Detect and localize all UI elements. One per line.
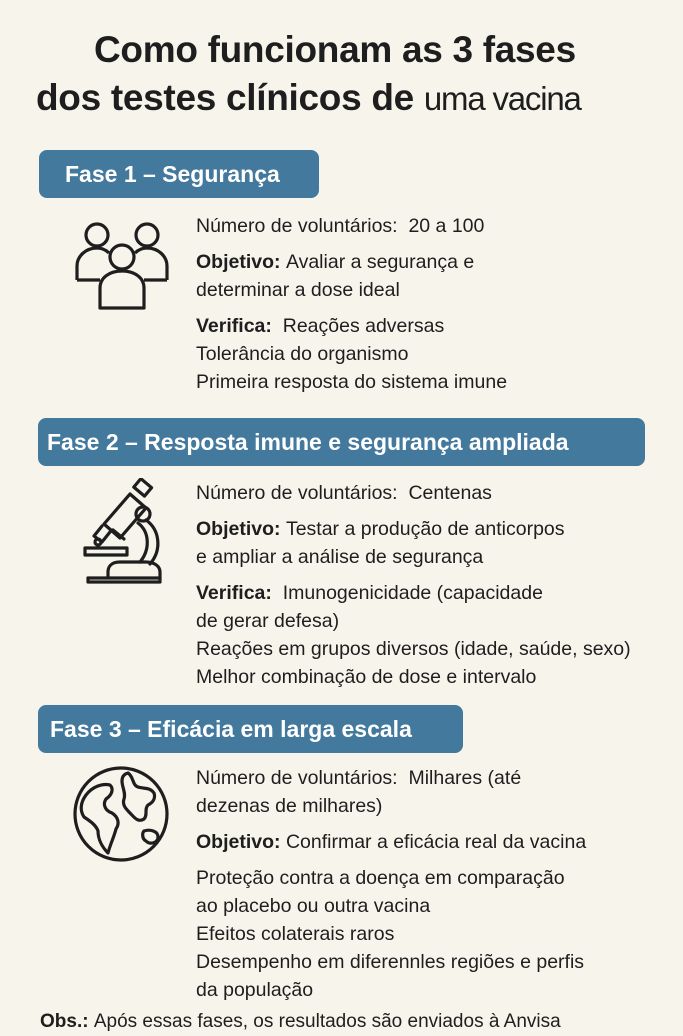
verifies-item: Reações adversas	[282, 315, 445, 337]
objective-label: Objetivo:	[196, 831, 281, 853]
verifies-label: Verifica:	[196, 315, 272, 337]
phase-2-header	[38, 418, 645, 466]
phase-2-objective-cont: e ampliar a análise de segurança	[196, 546, 484, 568]
verifies-label: Verifica:	[196, 582, 272, 604]
footer-text: Após essas fases, os resultados são enviados à Anvisa	[93, 1011, 561, 1032]
volunteers-label: Número de voluntários:	[196, 215, 398, 237]
globe-icon	[72, 765, 170, 863]
verifies-item: Tolerância do organismo	[196, 343, 409, 365]
title-line-2-bold: dos testes clínicos de	[36, 77, 424, 118]
title-line-2-thin: uma vacina	[423, 80, 581, 117]
objective-text: Avaliar a segurança e	[285, 251, 475, 273]
phase-3-objective	[196, 828, 586, 856]
verifies-item: Imunogenicidade (capacidade	[282, 582, 543, 604]
phase-3-title: Fase 3 – Eficácia em larga escala	[50, 716, 412, 742]
page-title	[36, 26, 656, 123]
volunteers-label: Número de voluntários:	[196, 482, 398, 504]
objective-text: Confirmar a eficácia real da vacina	[285, 831, 587, 853]
footer-label: Obs.:	[40, 1011, 89, 1032]
phase-3-volunteers	[196, 764, 586, 792]
phase-2-volunteers	[196, 479, 631, 507]
objective-label: Objetivo:	[196, 251, 281, 273]
verifies-item: da população	[196, 979, 314, 1001]
microscope-icon	[80, 478, 170, 586]
phase-1-objective	[196, 248, 507, 276]
volunteers-value: Centenas	[408, 482, 492, 504]
phase-2-objective	[196, 515, 631, 543]
phase-2-body	[196, 479, 631, 691]
phase-1-verifies	[196, 312, 507, 340]
volunteers-value: 20 a 100	[408, 215, 485, 237]
phase-3-body	[196, 764, 586, 1004]
verifies-item: Proteção contra a doença em comparação	[196, 867, 565, 889]
verifies-item: Efeitos colaterais raros	[196, 923, 395, 945]
volunteers-value: Milhares (até	[408, 767, 522, 789]
title-line-1: Como funcionam as 3 fases	[94, 29, 576, 70]
phase-1-body	[196, 212, 507, 396]
phase-1-objective-cont: determinar a dose ideal	[196, 279, 400, 301]
phase-1-title: Fase 1 – Segurança	[65, 161, 280, 187]
phase-2-verifies	[196, 579, 631, 607]
footer-note	[40, 1008, 561, 1036]
verifies-item: Primeira resposta do sistema imune	[196, 371, 508, 393]
verifies-item: de gerar defesa)	[196, 610, 340, 632]
volunteers-value-cont: dezenas de milhares)	[196, 795, 383, 817]
title-line-2	[36, 74, 656, 123]
objective-text: Testar a produção de anticorpos	[285, 518, 565, 540]
verifies-item: Melhor combinação de dose e intervalo	[196, 666, 537, 688]
phase-1-header	[39, 150, 319, 198]
phase-1-volunteers	[196, 212, 507, 240]
volunteers-label: Número de voluntários:	[196, 767, 398, 789]
phase-3-header	[38, 705, 463, 753]
objective-label: Objetivo:	[196, 518, 281, 540]
phase-2-title: Fase 2 – Resposta imune e segurança ampliada	[47, 429, 569, 455]
verifies-item: Desempenho em diferennles regiões e perfis	[196, 951, 585, 973]
verifies-item: Reações em grupos diversos (idade, saúde, sexo)	[196, 638, 631, 660]
verifies-item: ao placebo ou outra vacina	[196, 895, 431, 917]
people-icon	[74, 218, 170, 314]
